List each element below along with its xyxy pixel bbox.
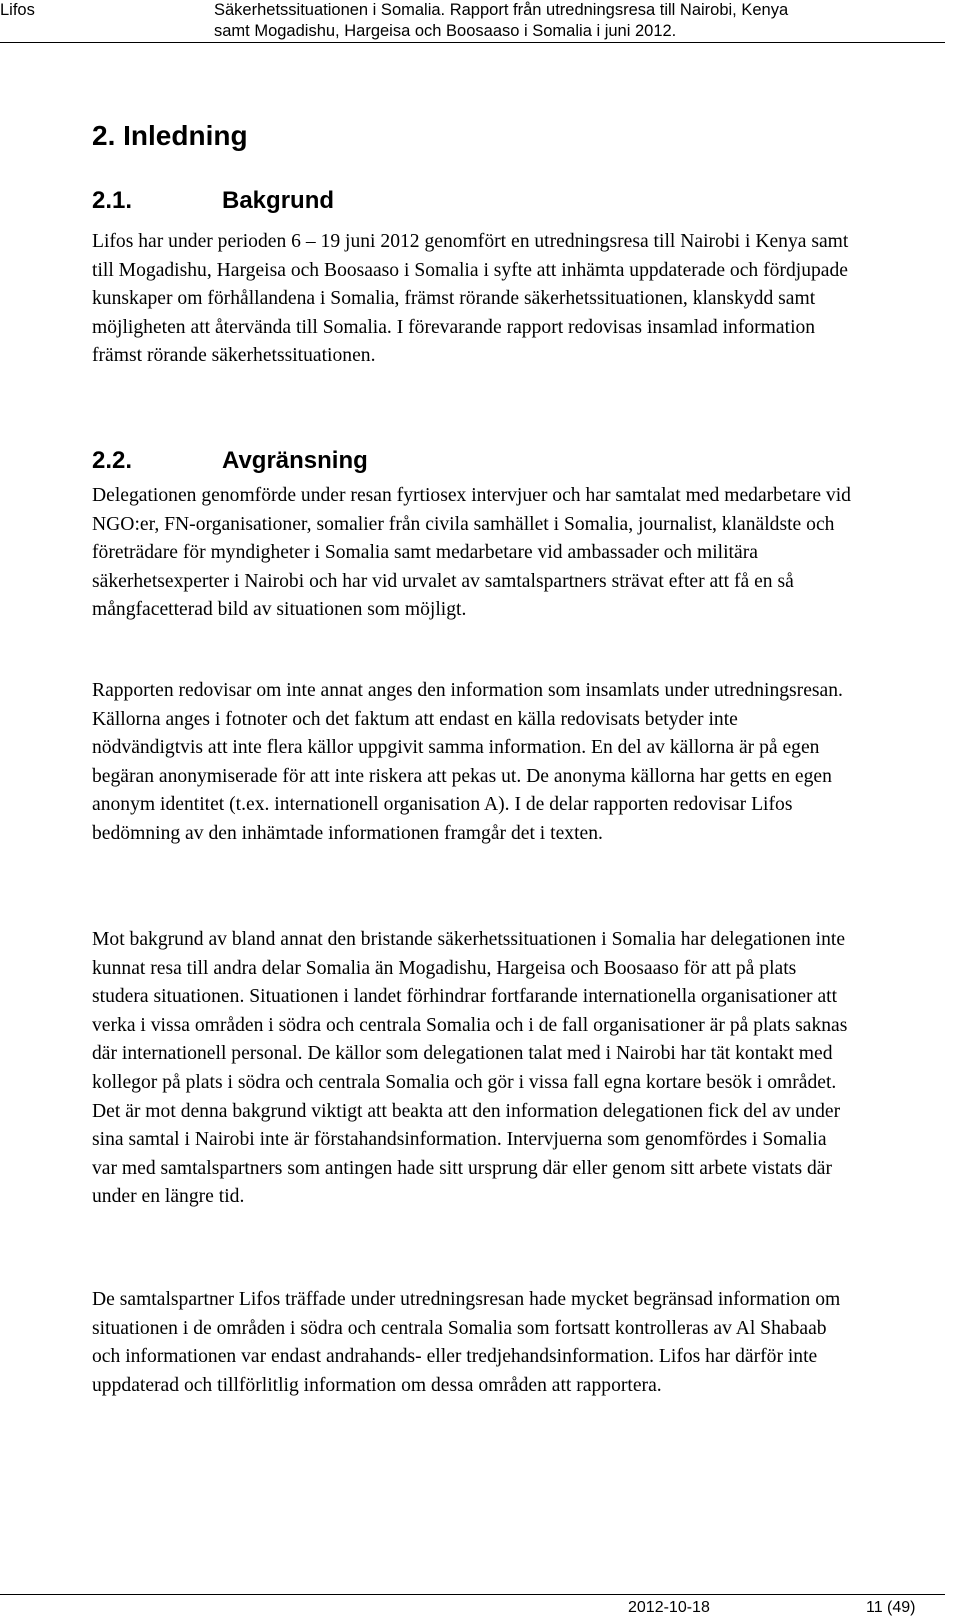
header-title-line-1: Säkerhetssituationen i Somalia. Rapport från utredningsresa till Nairobi, Kenya (214, 1, 789, 19)
chapter-heading: 2. Inledning (92, 120, 248, 151)
paragraph-avgransning-2: Rapporten redovisar om inte annat anges den information som insamlats under utredningsresan. Källorna anges i fotnoter och det faktum att endast en källa redovisats betyder inte nödvändigtvis att inte flera källor uppgivit samma information. En del av källorna är på egen begäran anonymiserade för att inte riskera att pekas ut. De anonyma källorna har getts en egen anonym identitet (t.ex. internationell organisation A). I de delar rapporten redovisar Lifos bedömning av den inhämtade informationen framgår det i texten. (92, 680, 843, 844)
paragraph-avgransning-4: De samtalspartner Lifos träffade under utredningsresan hade mycket begränsad information om situationen i de områden i södra och centrala Somalia som fortsatt kontrolleras av Al Shabaab och informationen var endast andrahands- eller tredjehandsinformation. Lifos har därför inte uppdaterad och tillförlitlig information om dessa områden att rapportera. (92, 1289, 841, 1396)
section-heading-bakgrund (92, 186, 334, 216)
page-header (0, 0, 945, 43)
page-footer (0, 1594, 945, 1616)
paragraph-avgransning-3: Mot bakgrund av bland annat den bristande säkerhetssituationen i Somalia har delegationen inte kunnat resa till andra delar Somalia än Mogadishu, Hargeisa och Boosaaso för att på plats studera situationen. Situationen i landet förhindrar fortfarande internationella organisationer att verka i vissa områden i södra och centrala Somalia och i de fall organisationer är på plats saknas där internationell personal. De källor som delegationen talat med i Nairobi har tät kontakt med kollegor på plats i södra och centrala Somalia och gör i vissa fall egna kortare besök i området. Det är mot denna bakgrund viktigt att beakta att den information delegationen fick del av under sina samtal i Nairobi inte är förstahandsinformation. Intervjuerna som genomfördes i Somalia var med samtalspartners som antingen hade sitt ursprung där eller genom sitt arbete vistats där under en längre tid. (92, 929, 848, 1208)
section-title: Bakgrund (222, 187, 335, 214)
header-title-line-2: samt Mogadishu, Hargeisa och Boosaaso i Somalia i juni 2012. (214, 22, 677, 40)
section-number: 2.2. (92, 447, 133, 474)
footer-date: 2012-10-18 (628, 1599, 710, 1616)
paragraph-avgransning-1: Delegationen genomförde under resan fyrtiosex intervjuer och har samtalat med medarbetare vid NGO:er, FN-organisationer, somalier från civila samhället i Somalia, journalist, klanäldste och företrädare för myndigheter i Somalia samt medarbetare vid ambassader och militära säkerhetsexperter i Nairobi och har vid urvalet av samtalspartners strävat efter att få en så mångfacetterad bild av situationen som möjligt. (92, 485, 851, 621)
paragraph-bakgrund: Lifos har under perioden 6 – 19 juni 2012 genomfört en utredningsresa till Nairobi i Kenya samt till Mogadishu, Hargeisa och Boosaaso i Somalia i syfte att inhämta uppdaterade och fördjupade kunskaper om förhållandena i Somalia, främst rörande säkerhetssituationen, klanskydd samt möjligheten att återvända till Somalia. I förevarande rapport redovisas insamlad information främst rörande säkerhetssituationen. (92, 231, 849, 367)
header-org: Lifos (0, 1, 35, 19)
section-title: Avgränsning (222, 447, 368, 474)
section-number: 2.1. (92, 187, 133, 214)
section-heading-avgransning (92, 446, 368, 476)
footer-page-number: 11 (49) (866, 1599, 916, 1616)
header-title (214, 0, 788, 42)
